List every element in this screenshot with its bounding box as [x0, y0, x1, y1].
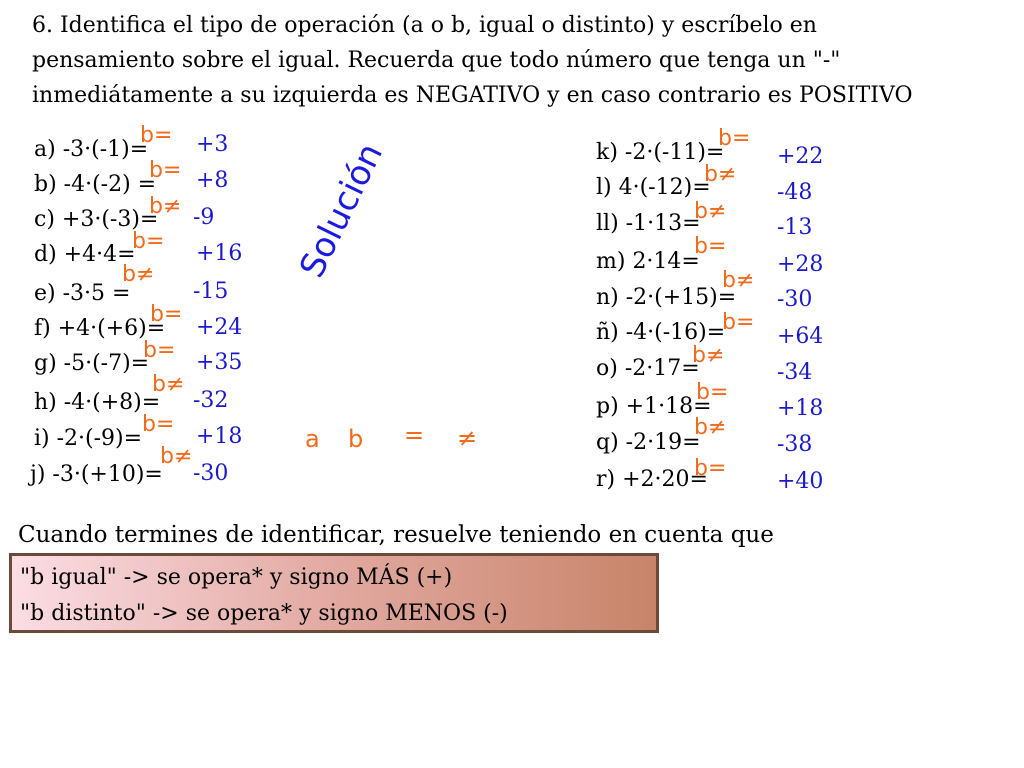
mark-e: b≠ [122, 262, 155, 287]
answer-k: +22 [777, 144, 824, 169]
mark-n: b≠ [722, 268, 755, 293]
instructions [32, 8, 992, 113]
legend-equal: = [404, 421, 425, 449]
answer-a: +3 [196, 132, 229, 157]
exercise-b: b) -4·(-2) = [34, 172, 157, 197]
answer-enye: +64 [777, 324, 824, 349]
mark-l: b≠ [704, 162, 737, 187]
mark-g: b= [143, 338, 176, 363]
legend-a: a [305, 425, 320, 453]
mark-h: b≠ [152, 372, 185, 397]
instruction-line-2: pensamiento sobre el igual. Recuerda que todo número que tenga un "-" [32, 48, 841, 73]
mark-f: b= [150, 302, 183, 327]
exercise-enye: ñ) -4·(-16)= [596, 320, 726, 345]
answer-q: -38 [777, 432, 813, 457]
answer-d: +16 [196, 241, 243, 266]
exercise-k: k) -2·(-11)= [596, 140, 725, 165]
exercise-d: d) +4·4= [34, 242, 136, 267]
answer-g: +35 [196, 350, 243, 375]
rules-box [9, 553, 659, 633]
footer-text: Cuando termines de identificar, resuelve teniendo en cuenta que [18, 522, 774, 548]
answer-b: +8 [196, 168, 229, 193]
exercise-l: l) 4·(-12)= [596, 175, 711, 200]
legend-not-equal: ≠ [457, 424, 478, 452]
legend-b: b [348, 425, 364, 453]
exercise-h: h) -4·(+8)= [34, 390, 161, 415]
mark-enye: b= [722, 310, 755, 335]
mark-m: b= [694, 234, 727, 259]
exercise-e: e) -3·5 = [34, 281, 131, 306]
instruction-line-1: 6. Identifica el tipo de operación (a o b, igual o distinto) y escríbelo en [32, 13, 817, 38]
exercise-i: i) -2·(-9)= [34, 426, 143, 451]
exercise-r: r) +2·20= [596, 467, 708, 492]
answer-o: -34 [777, 360, 813, 385]
exercise-f: f) +4·(+6)= [34, 316, 166, 341]
instruction-line-3: inmediátamente a su izquierda es NEGATIVO y en caso contrario es POSITIVO [32, 83, 913, 108]
mark-i: b= [142, 412, 175, 437]
answer-m: +28 [777, 252, 824, 277]
mark-r: b= [694, 456, 727, 481]
answer-f: +24 [196, 315, 243, 340]
answer-n: -30 [777, 287, 813, 312]
mark-c: b≠ [149, 194, 182, 219]
answer-l: -48 [777, 180, 813, 205]
mark-q: b≠ [694, 415, 727, 440]
exercise-j: j) -3·(+10)= [30, 462, 163, 487]
mark-j: b≠ [160, 444, 193, 469]
rule-b-distinto: "b distinto" -> se opera* y signo MENOS (-) [20, 601, 508, 626]
exercise-o: o) -2·17= [596, 356, 700, 381]
mark-ll: b≠ [694, 199, 727, 224]
answer-ll: -13 [777, 215, 813, 240]
answer-e: -15 [193, 279, 229, 304]
exercise-c: c) +3·(-3)= [34, 207, 159, 232]
mark-a: b= [140, 123, 173, 148]
exercise-a: a) -3·(-1)= [34, 137, 149, 162]
exercise-ll: ll) -1·13= [596, 211, 701, 236]
answer-r: +40 [777, 469, 824, 494]
exercise-g: g) -5·(-7)= [34, 351, 150, 376]
answer-i: +18 [196, 424, 243, 449]
mark-b: b= [149, 158, 182, 183]
rule-b-igual: "b igual" -> se opera* y signo MÁS (+) [20, 565, 453, 590]
answer-p: +18 [777, 396, 824, 421]
mark-k: b= [718, 126, 751, 151]
solution-label: Solución [292, 137, 392, 284]
exercise-m: m) 2·14= [596, 249, 700, 274]
mark-p: b= [696, 380, 729, 405]
answer-h: -32 [193, 388, 229, 413]
mark-o: b≠ [692, 343, 725, 368]
answer-c: -9 [193, 205, 215, 230]
mark-d: b= [132, 229, 165, 254]
answer-j: -30 [193, 461, 229, 486]
exercise-p: p) +1·18= [596, 394, 712, 419]
exercise-q: q) -2·19= [596, 430, 701, 455]
exercise-n: n) -2·(+15)= [596, 285, 737, 310]
